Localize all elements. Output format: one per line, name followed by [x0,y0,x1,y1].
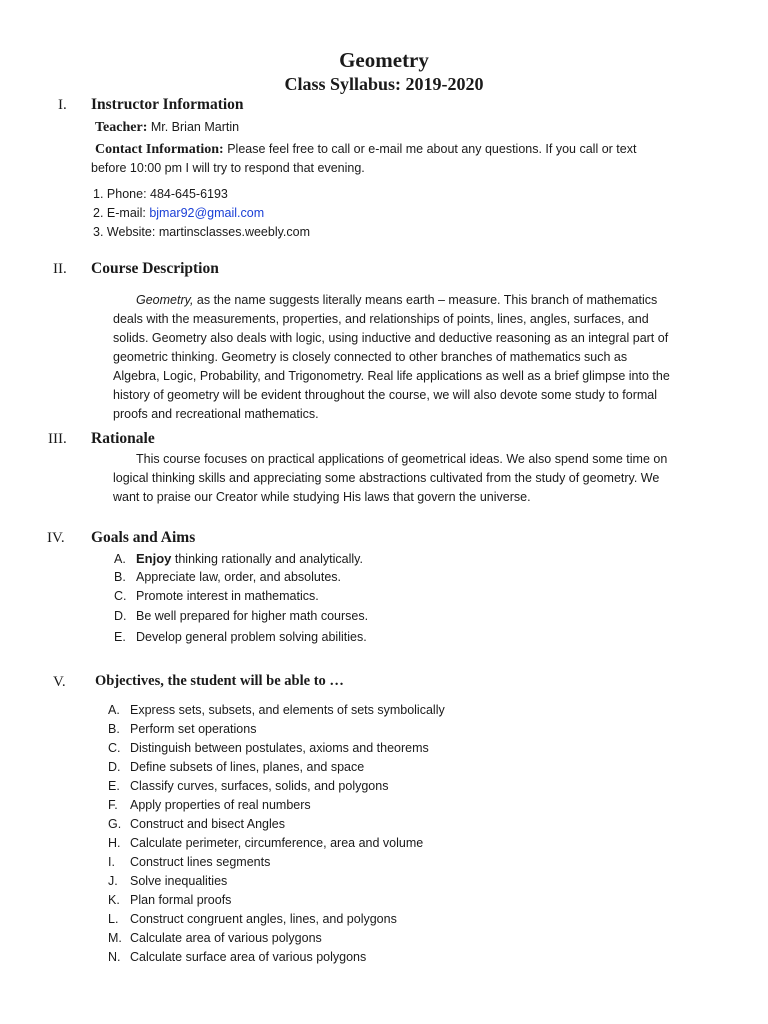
phone-value: 484-645-6193 [150,187,228,201]
section-title-objectives: Objectives, the student will be able to … [95,673,344,689]
list-item-text: Construct lines segments [130,855,271,869]
contact-list [93,185,310,242]
list-marker: H. [108,836,121,850]
list-marker: B. [114,570,126,584]
list-item-text: Construct congruent angles, lines, and polygons [130,912,397,926]
list-marker: N. [108,950,121,964]
list-marker: I. [108,855,115,869]
teacher-line [95,118,239,137]
section-title-rationale: Rationale [91,430,155,447]
list-marker: F. [108,798,118,812]
list-marker: 3. [93,225,104,239]
list-item-text: Distinguish between postulates, axioms and theorems [130,741,429,755]
website-value: martinsclasses.weebly.com [158,225,311,239]
list-item [114,606,368,627]
rationale-line: logical thinking skills and appreciating some abstractions cultivated from the study of geometry. We [113,471,660,485]
list-item [108,929,445,948]
list-item [108,948,445,967]
contact-label: Contact Information: [95,142,224,157]
section-number: V. [53,674,66,690]
list-item-text: Plan formal proofs [130,893,232,907]
rationale-paragraph [113,450,753,507]
email-label: E-mail: [106,206,146,220]
list-marker: E. [114,630,126,644]
description-line: history of geometry will be evident throughout the course, we will also devote some study to formal [113,388,658,402]
list-marker: B. [108,722,120,736]
list-item [114,587,368,606]
list-item [108,815,445,834]
goals-list [114,549,368,648]
list-marker: E. [108,779,120,793]
teacher-label: Teacher: [95,120,148,135]
list-item [108,701,445,720]
list-marker: C. [108,741,121,755]
list-marker: C. [114,589,127,603]
email-link[interactable]: bjmar92@gmail.com [149,206,265,220]
list-item [108,720,445,739]
list-item-text: Promote interest in mathematics. [136,589,319,603]
list-item-text: Calculate perimeter, circumference, area and volume [130,836,424,850]
list-marker: L. [108,912,119,926]
description-line: Algebra, Logic, Probability, and Trigonometry. Real life applications as well as a brief glimpse into the [113,369,670,383]
list-item-text: Express sets, subsets, and elements of sets symbolically [130,703,445,717]
description-line: solids. Geometry also deals with logic, using inductive and deductive reasoning as an integral part of [113,331,669,345]
list-item [108,758,445,777]
list-item [108,872,445,891]
section-number: IV. [47,530,65,546]
list-item-text: Develop general problem solving abilities. [136,630,367,644]
section-title-goals: Goals and Aims [91,529,196,546]
list-item [108,796,445,815]
list-marker: J. [108,874,118,888]
description-line: deals with the measurements, properties, and relationships of points, lines, angles, surfaces, and [113,312,649,326]
list-item-text: Solve inequalities [130,874,228,888]
list-item-text: Appreciate law, order, and absolutes. [136,570,341,584]
list-item-website [93,223,310,242]
list-item-email [93,204,310,223]
list-marker: A. [114,552,126,566]
contact-text: Please feel free to call or e-mail me about any questions. If you call or text [227,142,637,156]
list-item-text: thinking rationally and analytically. [171,552,363,566]
list-item-text: Construct and bisect Angles [130,817,285,831]
list-marker: G. [108,817,122,831]
list-item [108,739,445,758]
page-title: Geometry [339,48,429,72]
list-marker: A. [108,703,120,717]
list-item [108,910,445,929]
list-item-phone [93,185,310,204]
list-item-text: Apply properties of real numbers [130,798,311,812]
list-item [108,834,445,853]
section-title-instructor: Instructor Information [91,96,244,113]
phone-label: Phone: [106,187,147,201]
section-number: III. [48,431,67,447]
description-line: proofs and recreational mathematics. [113,407,319,421]
list-item [114,549,368,568]
list-item-text: Classify curves, surfaces, solids, and polygons [130,779,389,793]
list-item-text: Define subsets of lines, planes, and space [130,760,365,774]
course-description-paragraph [113,291,753,424]
geometry-italic: Geometry, [136,293,194,307]
enjoy-bold: Enjoy [136,551,172,566]
rationale-line: want to praise our Creator while studying His laws that govern the universe. [113,490,531,504]
section-number: I. [58,97,67,113]
section-title-course-description: Course Description [91,260,219,277]
list-item-text: Perform set operations [130,722,257,736]
list-item [108,853,445,872]
list-item [108,891,445,910]
list-item [114,568,368,587]
list-marker: M. [108,931,122,945]
description-line: geometric thinking. Geometry is closely connected to other branches of mathematics such as [113,350,628,364]
list-marker: D. [108,760,121,774]
list-marker: 2. [93,206,104,220]
list-item [114,627,368,648]
list-marker: 1. [93,187,104,201]
list-item [108,777,445,796]
page-subtitle: Class Syllabus: 2019-2020 [284,74,484,94]
description-line: as the name suggests literally means earth – measure. This branch of mathematics [193,293,658,307]
list-item-text: Calculate surface area of various polygons [130,950,367,964]
website-label: Website: [106,225,156,239]
rationale-line: This course focuses on practical applications of geometrical ideas. We also spend some time on [136,452,668,466]
list-item-text: Be well prepared for higher math courses. [136,609,369,623]
list-marker: K. [108,893,120,907]
contact-line-1 [95,140,636,159]
list-item-text: Calculate area of various polygons [130,931,322,945]
objectives-list [108,701,445,967]
list-marker: D. [114,609,127,623]
contact-line-2: before 10:00 pm I will try to respond that evening. [91,161,365,175]
teacher-value: Mr. Brian Martin [150,120,240,134]
section-number: II. [53,261,67,277]
